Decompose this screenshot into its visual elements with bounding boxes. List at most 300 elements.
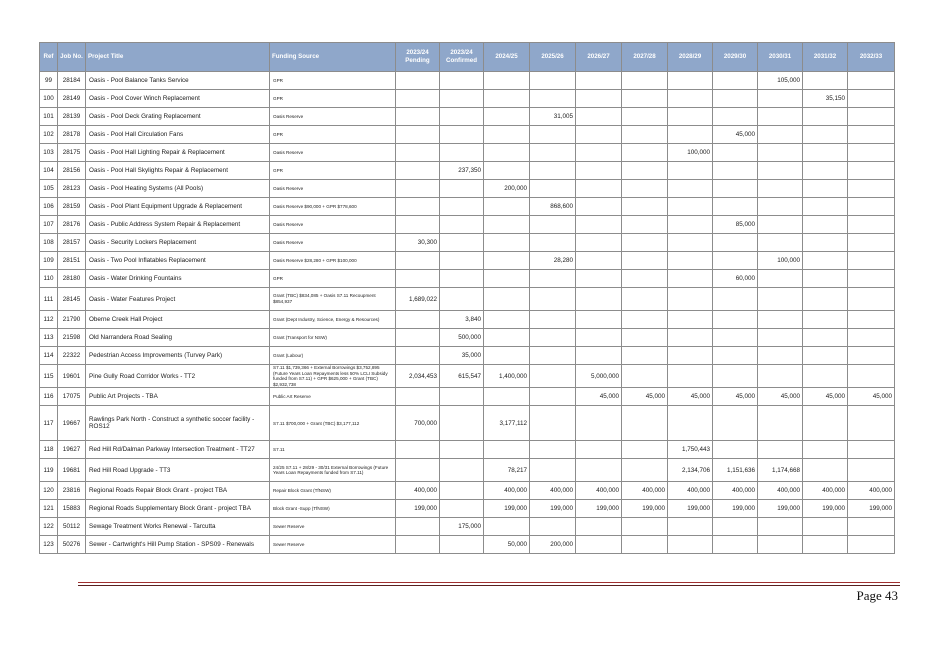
cell-ref: 108 bbox=[40, 234, 58, 252]
cell-2029-30: 45,000 bbox=[713, 126, 758, 144]
cell-2031-32 bbox=[803, 162, 848, 180]
col-header-2023-24-confirmed: 2023/24 Confirmed bbox=[440, 43, 484, 72]
cell-2023-24-confirmed: 35,000 bbox=[440, 347, 484, 365]
cell-2025-26: 868,600 bbox=[530, 198, 576, 216]
cell-project-title: Oasis - Water Drinking Fountains bbox=[86, 270, 270, 288]
cell-2032-33 bbox=[848, 180, 895, 198]
cell-2028-29 bbox=[668, 406, 713, 441]
cell-2027-28 bbox=[622, 180, 668, 198]
cell-2026-27 bbox=[576, 311, 622, 329]
cell-project-title: Old Narrandera Road Sealing bbox=[86, 329, 270, 347]
cell-project-title: Oasis - Pool Cover Winch Replacement bbox=[86, 90, 270, 108]
cell-2027-28 bbox=[622, 270, 668, 288]
cell-job-no: 28145 bbox=[58, 288, 86, 311]
cell-2028-29 bbox=[668, 162, 713, 180]
cell-2024-25 bbox=[484, 347, 530, 365]
cell-2025-26 bbox=[530, 311, 576, 329]
cell-2024-25: 199,000 bbox=[484, 500, 530, 518]
cell-2028-29 bbox=[668, 311, 713, 329]
cell-project-title: Oasis - Pool Hall Skylights Repair & Replacement bbox=[86, 162, 270, 180]
cell-2031-32 bbox=[803, 108, 848, 126]
cell-project-title: Oberne Creek Hall Project bbox=[86, 311, 270, 329]
cell-2031-32 bbox=[803, 144, 848, 162]
cell-2026-27 bbox=[576, 198, 622, 216]
table-row bbox=[40, 252, 895, 270]
cell-2024-25 bbox=[484, 108, 530, 126]
cell-ref: 103 bbox=[40, 144, 58, 162]
cell-project-title: Regional Roads Repair Block Grant - project TBA bbox=[86, 482, 270, 500]
cell-2023-24-pending: 199,000 bbox=[396, 500, 440, 518]
cell-2024-25: 1,400,000 bbox=[484, 365, 530, 388]
table-row bbox=[40, 536, 895, 554]
cell-ref: 111 bbox=[40, 288, 58, 311]
cell-2025-26 bbox=[530, 406, 576, 441]
cell-job-no: 28151 bbox=[58, 252, 86, 270]
cell-2029-30 bbox=[713, 365, 758, 388]
cell-ref: 118 bbox=[40, 441, 58, 459]
cell-2029-30 bbox=[713, 518, 758, 536]
cell-funding-source: Oasis Reserve bbox=[270, 144, 396, 162]
col-header-project-title: Project Title bbox=[86, 43, 270, 72]
cell-ref: 117 bbox=[40, 406, 58, 441]
cell-2029-30 bbox=[713, 162, 758, 180]
cell-2024-25 bbox=[484, 126, 530, 144]
table-row bbox=[40, 518, 895, 536]
cell-project-title: Regional Roads Supplementary Block Grant - project TBA bbox=[86, 500, 270, 518]
cell-2023-24-confirmed bbox=[440, 216, 484, 234]
cell-2023-24-pending bbox=[396, 536, 440, 554]
table-header-row bbox=[40, 43, 895, 72]
cell-2027-28 bbox=[622, 536, 668, 554]
cell-funding-source: Repair Block Grant (TfNSW) bbox=[270, 482, 396, 500]
cell-job-no: 50112 bbox=[58, 518, 86, 536]
cell-job-no: 28149 bbox=[58, 90, 86, 108]
cell-2032-33 bbox=[848, 90, 895, 108]
cell-2031-32: 400,000 bbox=[803, 482, 848, 500]
cell-2023-24-confirmed bbox=[440, 270, 484, 288]
table-row bbox=[40, 329, 895, 347]
cell-2027-28 bbox=[622, 406, 668, 441]
cell-2028-29 bbox=[668, 126, 713, 144]
cell-2032-33 bbox=[848, 459, 895, 482]
cell-2027-28 bbox=[622, 144, 668, 162]
cell-2023-24-confirmed bbox=[440, 198, 484, 216]
cell-2031-32 bbox=[803, 216, 848, 234]
cell-2027-28 bbox=[622, 441, 668, 459]
cell-2028-29 bbox=[668, 180, 713, 198]
cell-job-no: 21598 bbox=[58, 329, 86, 347]
cell-2029-30 bbox=[713, 288, 758, 311]
cell-funding-source: Oasis Reserve $90,000 + GPR $778,600 bbox=[270, 198, 396, 216]
cell-2025-26 bbox=[530, 441, 576, 459]
cell-2032-33 bbox=[848, 518, 895, 536]
cell-2031-32 bbox=[803, 365, 848, 388]
cell-funding-source: GPR bbox=[270, 126, 396, 144]
cell-2025-26 bbox=[530, 459, 576, 482]
cell-2023-24-confirmed: 175,000 bbox=[440, 518, 484, 536]
cell-2025-26 bbox=[530, 180, 576, 198]
cell-2031-32 bbox=[803, 126, 848, 144]
cell-2023-24-pending bbox=[396, 388, 440, 406]
cell-job-no: 22322 bbox=[58, 347, 86, 365]
cell-2026-27 bbox=[576, 270, 622, 288]
cell-2029-30 bbox=[713, 252, 758, 270]
cell-2026-27 bbox=[576, 406, 622, 441]
cell-2025-26 bbox=[530, 126, 576, 144]
table-row bbox=[40, 270, 895, 288]
cell-funding-source: 24/25 S7.11 + 28/29 - 30/31 External Borrowings (Future Years Loan Repayments funded from S7.11) bbox=[270, 459, 396, 482]
cell-2028-29 bbox=[668, 329, 713, 347]
cell-2025-26 bbox=[530, 270, 576, 288]
cell-2023-24-pending bbox=[396, 441, 440, 459]
col-header-2029-30: 2029/30 bbox=[713, 43, 758, 72]
cell-project-title: Oasis - Pool Hall Circulation Fans bbox=[86, 126, 270, 144]
table-row bbox=[40, 347, 895, 365]
cell-job-no: 21790 bbox=[58, 311, 86, 329]
cell-2031-32 bbox=[803, 329, 848, 347]
cell-2029-30 bbox=[713, 90, 758, 108]
cell-2023-24-pending: 1,689,022 bbox=[396, 288, 440, 311]
cell-2025-26 bbox=[530, 144, 576, 162]
cell-job-no: 28175 bbox=[58, 144, 86, 162]
cell-2024-25: 400,000 bbox=[484, 482, 530, 500]
page-number: Page 43 bbox=[856, 588, 898, 603]
cell-funding-source: Oasis Reserve bbox=[270, 108, 396, 126]
cell-2028-29 bbox=[668, 270, 713, 288]
cell-2023-24-confirmed bbox=[440, 126, 484, 144]
cell-funding-source: Oasis Reserve bbox=[270, 216, 396, 234]
cell-2026-27 bbox=[576, 459, 622, 482]
cell-2029-30 bbox=[713, 180, 758, 198]
cell-2025-26 bbox=[530, 388, 576, 406]
cell-2032-33 bbox=[848, 144, 895, 162]
cell-2027-28: 45,000 bbox=[622, 388, 668, 406]
cell-2024-25 bbox=[484, 72, 530, 90]
cell-2023-24-pending bbox=[396, 459, 440, 482]
cell-2029-30 bbox=[713, 144, 758, 162]
table-row bbox=[40, 406, 895, 441]
cell-2030-31 bbox=[758, 90, 803, 108]
cell-2031-32 bbox=[803, 347, 848, 365]
cell-2032-33 bbox=[848, 329, 895, 347]
cell-project-title: Oasis - Water Features Project bbox=[86, 288, 270, 311]
cell-2025-26 bbox=[530, 72, 576, 90]
cell-2027-28 bbox=[622, 347, 668, 365]
cell-ref: 122 bbox=[40, 518, 58, 536]
cell-job-no: 28178 bbox=[58, 126, 86, 144]
cell-2029-30: 400,000 bbox=[713, 482, 758, 500]
cell-job-no: 28156 bbox=[58, 162, 86, 180]
cell-2030-31 bbox=[758, 406, 803, 441]
cell-2027-28 bbox=[622, 162, 668, 180]
table-row bbox=[40, 108, 895, 126]
col-header-2027-28: 2027/28 bbox=[622, 43, 668, 72]
cell-ref: 106 bbox=[40, 198, 58, 216]
cell-ref: 114 bbox=[40, 347, 58, 365]
cell-2028-29 bbox=[668, 365, 713, 388]
cell-2028-29 bbox=[668, 518, 713, 536]
cell-2023-24-pending bbox=[396, 252, 440, 270]
cell-2028-29 bbox=[668, 216, 713, 234]
cell-2029-30: 45,000 bbox=[713, 388, 758, 406]
cell-2028-29: 45,000 bbox=[668, 388, 713, 406]
cell-2026-27 bbox=[576, 252, 622, 270]
cell-2023-24-pending bbox=[396, 144, 440, 162]
cell-2026-27 bbox=[576, 441, 622, 459]
cell-2023-24-pending: 700,000 bbox=[396, 406, 440, 441]
table-row bbox=[40, 459, 895, 482]
cell-2030-31 bbox=[758, 234, 803, 252]
col-header-job-no: Job No. bbox=[58, 43, 86, 72]
cell-2024-25 bbox=[484, 388, 530, 406]
cell-2031-32 bbox=[803, 180, 848, 198]
cell-2024-25 bbox=[484, 198, 530, 216]
cell-2032-33 bbox=[848, 536, 895, 554]
cell-2027-28 bbox=[622, 234, 668, 252]
cell-2026-27 bbox=[576, 288, 622, 311]
cell-2023-24-confirmed bbox=[440, 108, 484, 126]
cell-job-no: 28123 bbox=[58, 180, 86, 198]
cell-2030-31: 105,000 bbox=[758, 72, 803, 90]
cell-2026-27 bbox=[576, 518, 622, 536]
cell-2032-33 bbox=[848, 406, 895, 441]
cell-funding-source: GPR bbox=[270, 72, 396, 90]
cell-ref: 100 bbox=[40, 90, 58, 108]
cell-job-no: 28180 bbox=[58, 270, 86, 288]
cell-2030-31 bbox=[758, 162, 803, 180]
cell-2029-30 bbox=[713, 329, 758, 347]
cell-2023-24-pending bbox=[396, 329, 440, 347]
cell-2027-28 bbox=[622, 518, 668, 536]
cell-job-no: 19627 bbox=[58, 441, 86, 459]
footer-rule-red bbox=[78, 582, 900, 583]
cell-2024-25 bbox=[484, 518, 530, 536]
capital-works-table bbox=[39, 42, 895, 554]
table-row bbox=[40, 144, 895, 162]
cell-2030-31 bbox=[758, 536, 803, 554]
cell-2024-25: 3,177,112 bbox=[484, 406, 530, 441]
cell-2029-30: 1,151,636 bbox=[713, 459, 758, 482]
cell-2029-30 bbox=[713, 72, 758, 90]
cell-2030-31 bbox=[758, 329, 803, 347]
cell-2031-32 bbox=[803, 311, 848, 329]
col-header-2023-24-pending: 2023/24 Pending bbox=[396, 43, 440, 72]
cell-2028-29 bbox=[668, 288, 713, 311]
cell-2029-30 bbox=[713, 347, 758, 365]
cell-2032-33 bbox=[848, 365, 895, 388]
cell-2029-30: 60,000 bbox=[713, 270, 758, 288]
cell-2030-31 bbox=[758, 144, 803, 162]
cell-project-title: Oasis - Pool Deck Grating Replacement bbox=[86, 108, 270, 126]
table-row bbox=[40, 72, 895, 90]
cell-job-no: 28159 bbox=[58, 198, 86, 216]
cell-job-no: 23816 bbox=[58, 482, 86, 500]
cell-2026-27: 199,000 bbox=[576, 500, 622, 518]
cell-2023-24-pending bbox=[396, 216, 440, 234]
cell-2032-33 bbox=[848, 288, 895, 311]
cell-2032-33 bbox=[848, 198, 895, 216]
cell-2028-29 bbox=[668, 234, 713, 252]
col-header-2032-33: 2032/33 bbox=[848, 43, 895, 72]
table-row bbox=[40, 90, 895, 108]
cell-2032-33 bbox=[848, 72, 895, 90]
cell-2028-29 bbox=[668, 198, 713, 216]
cell-2026-27 bbox=[576, 144, 622, 162]
cell-ref: 123 bbox=[40, 536, 58, 554]
cell-2030-31 bbox=[758, 126, 803, 144]
cell-job-no: 28139 bbox=[58, 108, 86, 126]
cell-2026-27 bbox=[576, 536, 622, 554]
cell-2027-28 bbox=[622, 288, 668, 311]
cell-2029-30: 199,000 bbox=[713, 500, 758, 518]
cell-2024-25: 200,000 bbox=[484, 180, 530, 198]
cell-ref: 120 bbox=[40, 482, 58, 500]
cell-funding-source: Grant (TBC) $834,085 + Oasis S7.11 Recoupment $854,937 bbox=[270, 288, 396, 311]
cell-2026-27 bbox=[576, 216, 622, 234]
cell-2027-28 bbox=[622, 90, 668, 108]
cell-ref: 109 bbox=[40, 252, 58, 270]
cell-2023-24-confirmed bbox=[440, 288, 484, 311]
cell-2032-33: 45,000 bbox=[848, 388, 895, 406]
cell-funding-source: S7.11 $1,739,366 + External Borrowings $3,752,895 (Future Years Loan Repayments less 50% LCLI Subsidy funded from S7.11) + GPR $625,000 + Grant (TBC) $2,932,738 bbox=[270, 365, 396, 388]
col-header-2031-32: 2031/32 bbox=[803, 43, 848, 72]
cell-2026-27: 400,000 bbox=[576, 482, 622, 500]
table-row bbox=[40, 441, 895, 459]
cell-2027-28 bbox=[622, 329, 668, 347]
cell-2023-24-pending bbox=[396, 347, 440, 365]
cell-2024-25: 50,000 bbox=[484, 536, 530, 554]
cell-2030-31 bbox=[758, 288, 803, 311]
cell-ref: 101 bbox=[40, 108, 58, 126]
cell-2032-33 bbox=[848, 441, 895, 459]
cell-2028-29 bbox=[668, 72, 713, 90]
cell-job-no: 19667 bbox=[58, 406, 86, 441]
cell-2029-30 bbox=[713, 406, 758, 441]
cell-2031-32 bbox=[803, 518, 848, 536]
table-row bbox=[40, 500, 895, 518]
cell-2023-24-pending: 2,034,453 bbox=[396, 365, 440, 388]
cell-2031-32 bbox=[803, 441, 848, 459]
cell-2030-31 bbox=[758, 441, 803, 459]
cell-2023-24-confirmed bbox=[440, 90, 484, 108]
cell-ref: 119 bbox=[40, 459, 58, 482]
cell-2023-24-pending bbox=[396, 162, 440, 180]
col-header-2030-31: 2030/31 bbox=[758, 43, 803, 72]
cell-2031-32: 35,150 bbox=[803, 90, 848, 108]
cell-2030-31 bbox=[758, 347, 803, 365]
cell-2023-24-confirmed bbox=[440, 459, 484, 482]
cell-2026-27 bbox=[576, 90, 622, 108]
cell-ref: 115 bbox=[40, 365, 58, 388]
cell-2031-32 bbox=[803, 234, 848, 252]
cell-2023-24-confirmed bbox=[440, 406, 484, 441]
cell-ref: 99 bbox=[40, 72, 58, 90]
cell-2028-29 bbox=[668, 347, 713, 365]
cell-2026-27 bbox=[576, 126, 622, 144]
cell-2030-31: 45,000 bbox=[758, 388, 803, 406]
cell-2030-31: 400,000 bbox=[758, 482, 803, 500]
cell-2023-24-confirmed bbox=[440, 180, 484, 198]
cell-job-no: 50276 bbox=[58, 536, 86, 554]
cell-2027-28 bbox=[622, 311, 668, 329]
cell-2023-24-confirmed: 615,547 bbox=[440, 365, 484, 388]
cell-2029-30 bbox=[713, 234, 758, 252]
cell-2023-24-pending bbox=[396, 90, 440, 108]
cell-2028-29: 199,000 bbox=[668, 500, 713, 518]
cell-project-title: Red Hill Rd/Dalman Parkway Intersection Treatment - TT27 bbox=[86, 441, 270, 459]
cell-2027-28 bbox=[622, 108, 668, 126]
cell-2023-24-pending bbox=[396, 198, 440, 216]
cell-funding-source: Grant (Transport for NSW) bbox=[270, 329, 396, 347]
cell-project-title: Sewer - Cartwright's Hill Pump Station - SPS09 - Renewals bbox=[86, 536, 270, 554]
table-row bbox=[40, 288, 895, 311]
cell-2027-28: 400,000 bbox=[622, 482, 668, 500]
cell-2031-32 bbox=[803, 459, 848, 482]
cell-2023-24-pending bbox=[396, 180, 440, 198]
cell-2031-32: 45,000 bbox=[803, 388, 848, 406]
cell-2024-25 bbox=[484, 162, 530, 180]
cell-2029-30 bbox=[713, 311, 758, 329]
cell-2032-33 bbox=[848, 347, 895, 365]
cell-funding-source: Oasis Reserve bbox=[270, 180, 396, 198]
cell-2024-25 bbox=[484, 441, 530, 459]
table-row bbox=[40, 198, 895, 216]
cell-2032-33 bbox=[848, 252, 895, 270]
cell-2025-26: 28,280 bbox=[530, 252, 576, 270]
col-header-ref: Ref bbox=[40, 43, 58, 72]
cell-2029-30 bbox=[713, 536, 758, 554]
cell-2029-30 bbox=[713, 441, 758, 459]
cell-2030-31 bbox=[758, 216, 803, 234]
cell-2024-25: 78,217 bbox=[484, 459, 530, 482]
cell-2023-24-confirmed bbox=[440, 144, 484, 162]
cell-2028-29: 1,750,443 bbox=[668, 441, 713, 459]
cell-2026-27 bbox=[576, 108, 622, 126]
cell-2031-32 bbox=[803, 536, 848, 554]
cell-2024-25 bbox=[484, 216, 530, 234]
cell-project-title: Rawlings Park North - Construct a synthetic soccer facility - ROS12 bbox=[86, 406, 270, 441]
cell-2023-24-pending: 30,300 bbox=[396, 234, 440, 252]
cell-2026-27 bbox=[576, 329, 622, 347]
cell-2031-32 bbox=[803, 406, 848, 441]
table-row bbox=[40, 388, 895, 406]
cell-ref: 116 bbox=[40, 388, 58, 406]
cell-2031-32 bbox=[803, 72, 848, 90]
cell-funding-source: GPR bbox=[270, 162, 396, 180]
cell-ref: 121 bbox=[40, 500, 58, 518]
cell-2032-33 bbox=[848, 162, 895, 180]
cell-2023-24-pending bbox=[396, 518, 440, 536]
cell-ref: 104 bbox=[40, 162, 58, 180]
cell-2023-24-pending bbox=[396, 108, 440, 126]
cell-2030-31 bbox=[758, 198, 803, 216]
table-row bbox=[40, 234, 895, 252]
cell-job-no: 28157 bbox=[58, 234, 86, 252]
cell-2025-26 bbox=[530, 216, 576, 234]
cell-2025-26 bbox=[530, 162, 576, 180]
cell-2028-29: 100,000 bbox=[668, 144, 713, 162]
cell-funding-source: Oasis Reserve $28,280 + GPR $100,000 bbox=[270, 252, 396, 270]
cell-2031-32: 199,000 bbox=[803, 500, 848, 518]
cell-2026-27 bbox=[576, 180, 622, 198]
col-header-2024-25: 2024/25 bbox=[484, 43, 530, 72]
cell-funding-source: Block Grant -Supp (TfNSW) bbox=[270, 500, 396, 518]
cell-2023-24-pending bbox=[396, 126, 440, 144]
cell-ref: 113 bbox=[40, 329, 58, 347]
cell-2023-24-confirmed bbox=[440, 388, 484, 406]
cell-project-title: Sewage Treatment Works Renewal - Tarcutta bbox=[86, 518, 270, 536]
cell-2025-26 bbox=[530, 518, 576, 536]
